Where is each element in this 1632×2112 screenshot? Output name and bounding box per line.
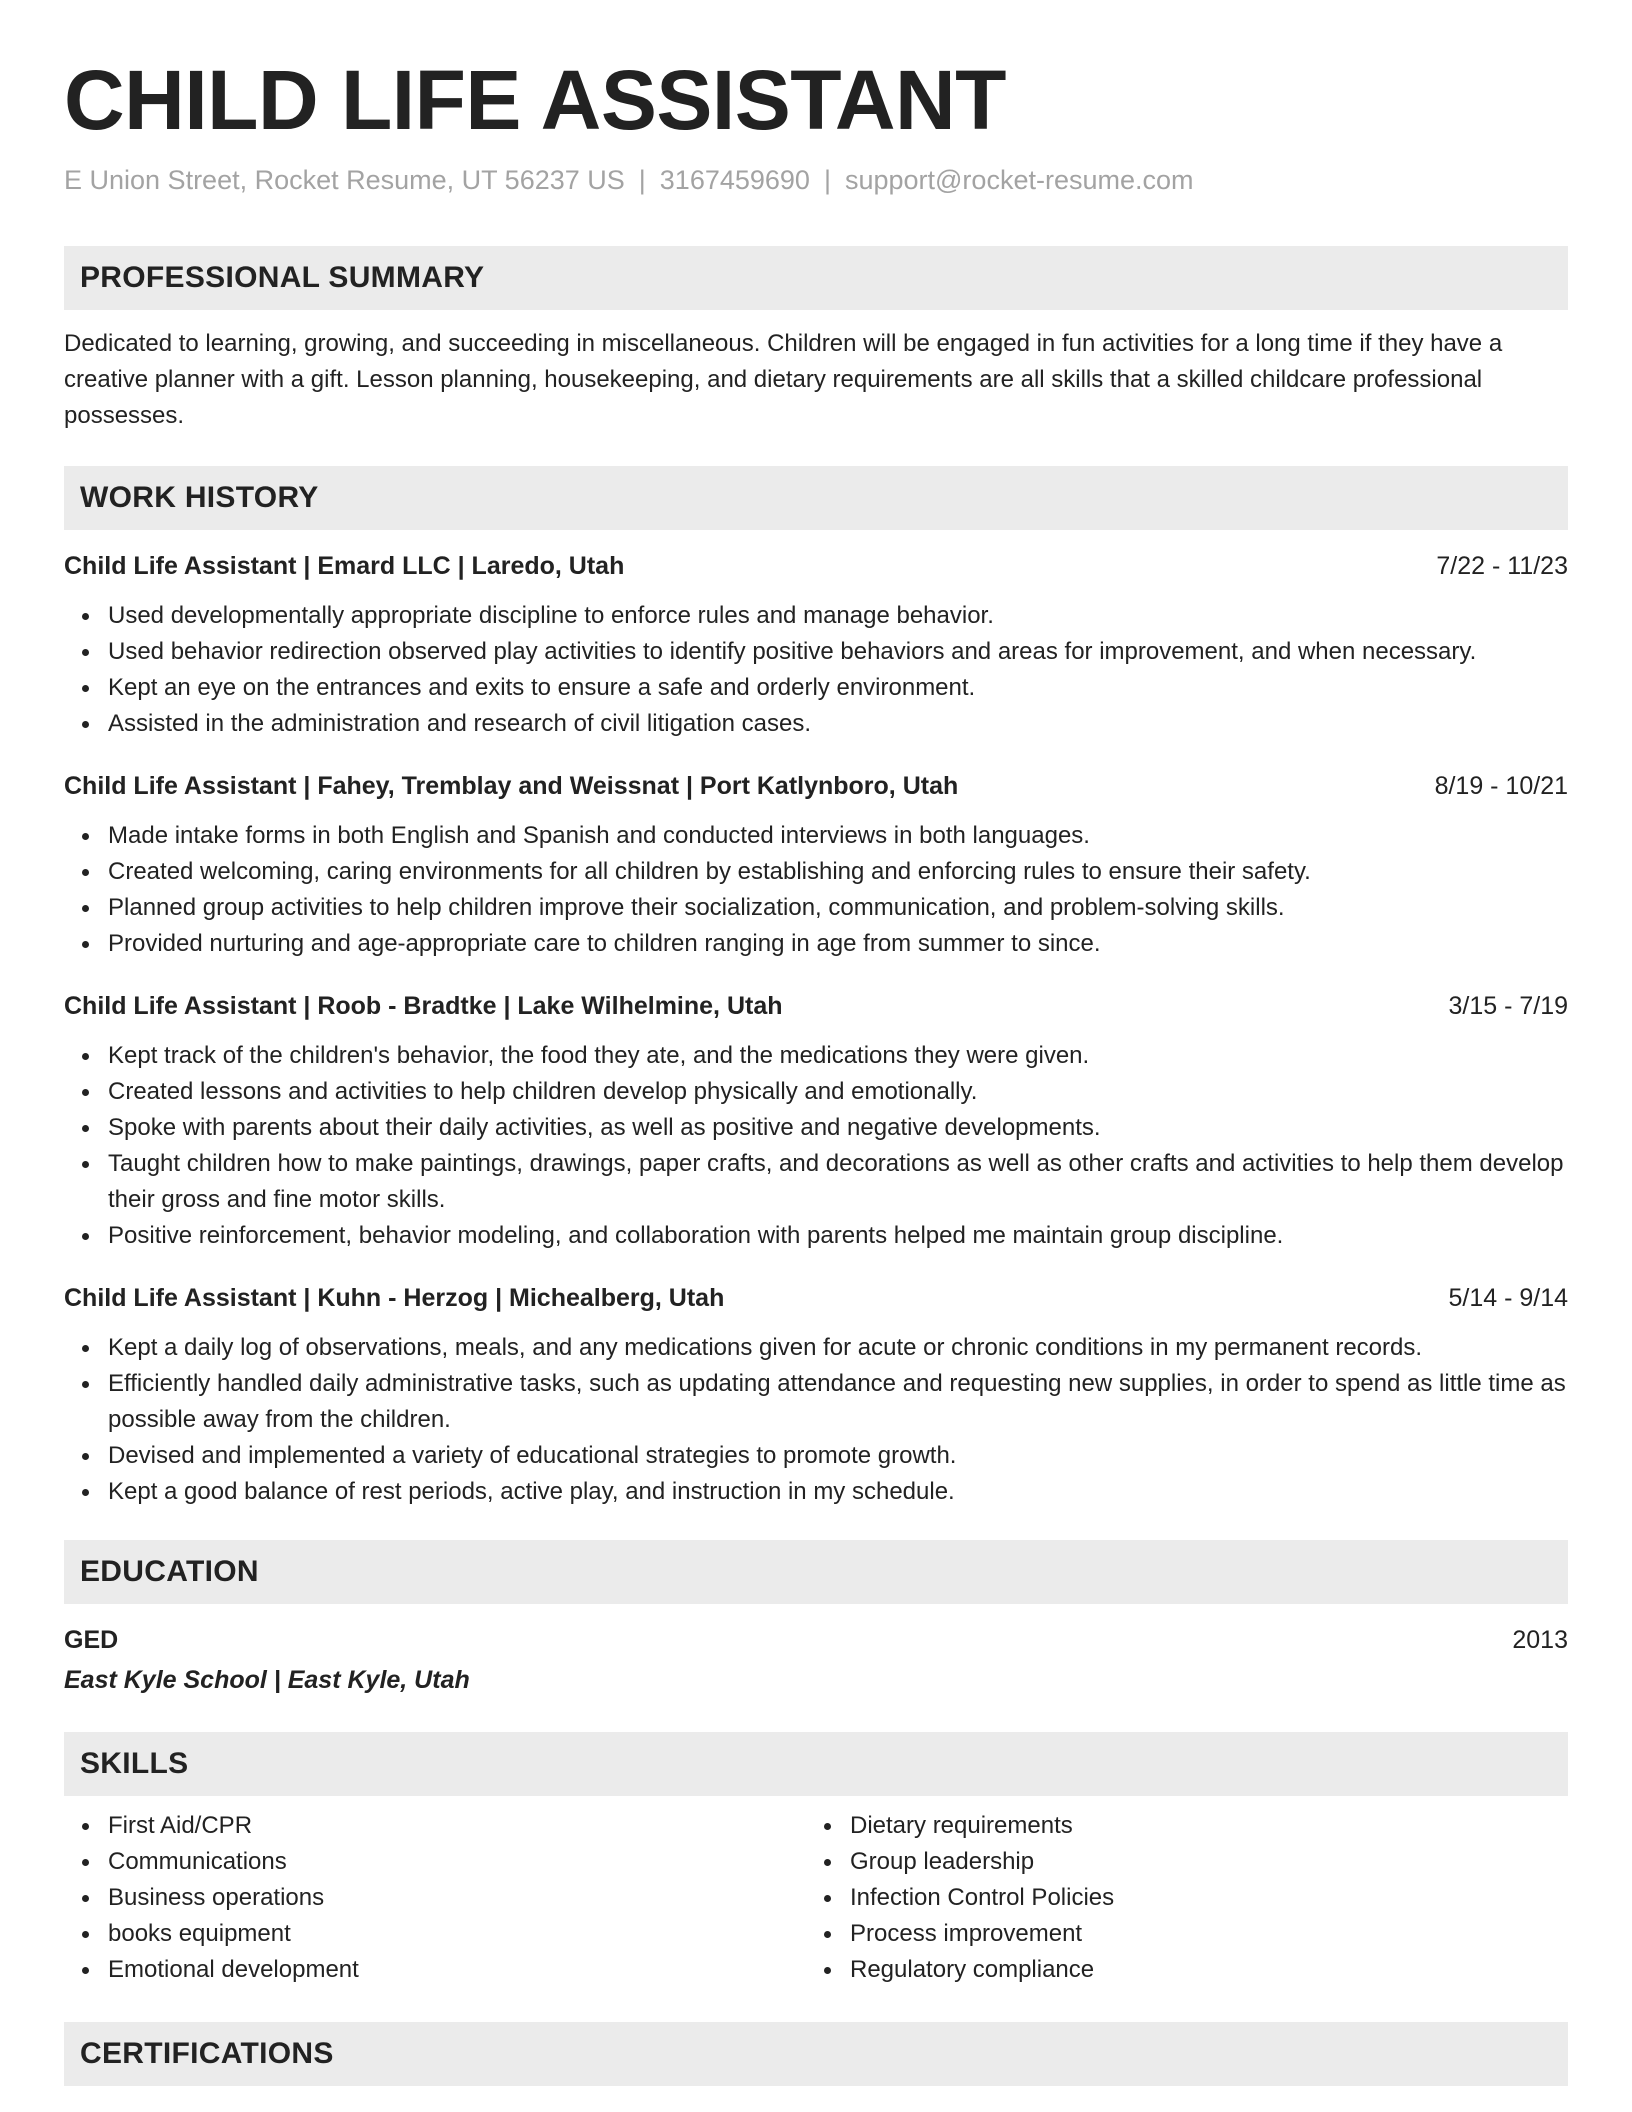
job-bullet: Kept a good balance of rest periods, active play, and instruction in my schedule. xyxy=(108,1474,1568,1510)
job-bullet: Used behavior redirection observed play activities to identify positive behaviors and areas for improvement, and when necessary. xyxy=(108,634,1568,670)
section-heading-education: EDUCATION xyxy=(64,1540,1568,1604)
job-header xyxy=(64,768,1568,804)
section-heading-work-history: WORK HISTORY xyxy=(64,466,1568,530)
resume-page xyxy=(64,52,1568,2086)
skills-column-left xyxy=(64,1808,806,1988)
job-bullet-list xyxy=(64,1330,1568,1510)
section-heading-certifications: CERTIFICATIONS xyxy=(64,2022,1568,2086)
job-dates: 3/15 - 7/19 xyxy=(1448,991,1568,1020)
job-bullet: Efficiently handled daily administrative tasks, such as updating attendance and requesting new supplies, in order to spend as little time as possible away from the children. xyxy=(108,1366,1568,1438)
skill-item: Communications xyxy=(108,1844,806,1880)
job-bullet: Kept a daily log of observations, meals, and any medications given for acute or chronic conditions in my permanent records. xyxy=(108,1330,1568,1366)
contact-email: support@rocket-resume.com xyxy=(844,164,1194,195)
section-heading-summary: PROFESSIONAL SUMMARY xyxy=(64,246,1568,310)
job-bullet: Created welcoming, caring environments for all children by establishing and enforcing rules to ensure their safety. xyxy=(108,854,1568,890)
job-title: Child Life Assistant | Roob - Bradtke | Lake Wilhelmine, Utah xyxy=(64,991,783,1020)
skill-item: Infection Control Policies xyxy=(850,1880,1548,1916)
work-history-list xyxy=(64,548,1568,1510)
job-dates: 8/19 - 10/21 xyxy=(1434,771,1568,800)
resume-name: CHILD LIFE ASSISTANT xyxy=(64,53,1006,147)
job-bullet-list xyxy=(64,818,1568,962)
contact-line xyxy=(64,163,1568,198)
skill-item: First Aid/CPR xyxy=(108,1808,806,1844)
job-bullet: Made intake forms in both English and Spanish and conducted interviews in both languages. xyxy=(108,818,1568,854)
job-bullet-list xyxy=(64,1038,1568,1254)
job-dates: 5/14 - 9/14 xyxy=(1448,1283,1568,1312)
skill-item: Process improvement xyxy=(850,1916,1548,1952)
education-school: East Kyle School | East Kyle, Utah xyxy=(64,1665,470,1694)
skill-item: Regulatory compliance xyxy=(850,1952,1548,1988)
job-bullet: Created lessons and activities to help children develop physically and emotionally. xyxy=(108,1074,1568,1110)
job-bullet: Used developmentally appropriate discipline to enforce rules and manage behavior. xyxy=(108,598,1568,634)
skill-item: books equipment xyxy=(108,1916,806,1952)
skills-column-right xyxy=(806,1808,1548,1988)
job-header xyxy=(64,548,1568,584)
job-title: Child Life Assistant | Fahey, Tremblay and Weissnat | Port Katlynboro, Utah xyxy=(64,771,959,800)
contact-phone: 3167459690 xyxy=(659,164,810,195)
contact-separator: | xyxy=(638,164,646,195)
education-year: 2013 xyxy=(1512,1625,1568,1654)
job-entry xyxy=(64,988,1568,1254)
job-header xyxy=(64,988,1568,1024)
job-bullet: Spoke with parents about their daily activities, as well as positive and negative developments. xyxy=(108,1110,1568,1146)
skill-item: Business operations xyxy=(108,1880,806,1916)
skill-item: Emotional development xyxy=(108,1952,806,1988)
job-bullet: Positive reinforcement, behavior modeling, and collaboration with parents helped me maintain group discipline. xyxy=(108,1218,1568,1254)
job-entry xyxy=(64,768,1568,962)
job-bullet: Kept an eye on the entrances and exits to ensure a safe and orderly environment. xyxy=(108,670,1568,706)
job-title: Child Life Assistant | Emard LLC | Laredo, Utah xyxy=(64,551,625,580)
skill-item: Group leadership xyxy=(850,1844,1548,1880)
section-heading-skills: SKILLS xyxy=(64,1732,1568,1796)
job-bullet: Taught children how to make paintings, drawings, paper crafts, and decorations as well as other crafts and activities to help them develop their gross and fine motor skills. xyxy=(108,1146,1568,1218)
skills-grid xyxy=(64,1808,1568,1988)
skill-item: Dietary requirements xyxy=(850,1808,1548,1844)
skills-list-right xyxy=(806,1808,1548,1988)
contact-separator: | xyxy=(823,164,831,195)
job-header xyxy=(64,1280,1568,1316)
job-bullet: Kept track of the children's behavior, the food they ate, and the medications they were given. xyxy=(108,1038,1568,1074)
skills-list-left xyxy=(64,1808,806,1988)
job-bullet: Devised and implemented a variety of educational strategies to promote growth. xyxy=(108,1438,1568,1474)
summary-text: Dedicated to learning, growing, and succeeding in miscellaneous. Children will be engaged in fun activities for a long time if they have a creative planner with a gift. Lesson planning, housekeeping, and dietary requirements are all skills that a skilled childcare professional possesses. xyxy=(64,329,1503,429)
contact-address: E Union Street, Rocket Resume, UT 56237 US xyxy=(64,164,625,195)
job-title: Child Life Assistant | Kuhn - Herzog | Michealberg, Utah xyxy=(64,1283,725,1312)
job-bullet: Assisted in the administration and research of civil litigation cases. xyxy=(108,706,1568,742)
job-dates: 7/22 - 11/23 xyxy=(1436,551,1568,580)
education-degree: GED xyxy=(64,1625,119,1654)
education-entry xyxy=(64,1622,1568,1658)
job-entry xyxy=(64,1280,1568,1510)
job-entry xyxy=(64,548,1568,742)
job-bullet: Provided nurturing and age-appropriate care to children ranging in age from summer to since. xyxy=(108,926,1568,962)
job-bullet: Planned group activities to help children improve their socialization, communication, and problem-solving skills. xyxy=(108,890,1568,926)
job-bullet-list xyxy=(64,598,1568,742)
